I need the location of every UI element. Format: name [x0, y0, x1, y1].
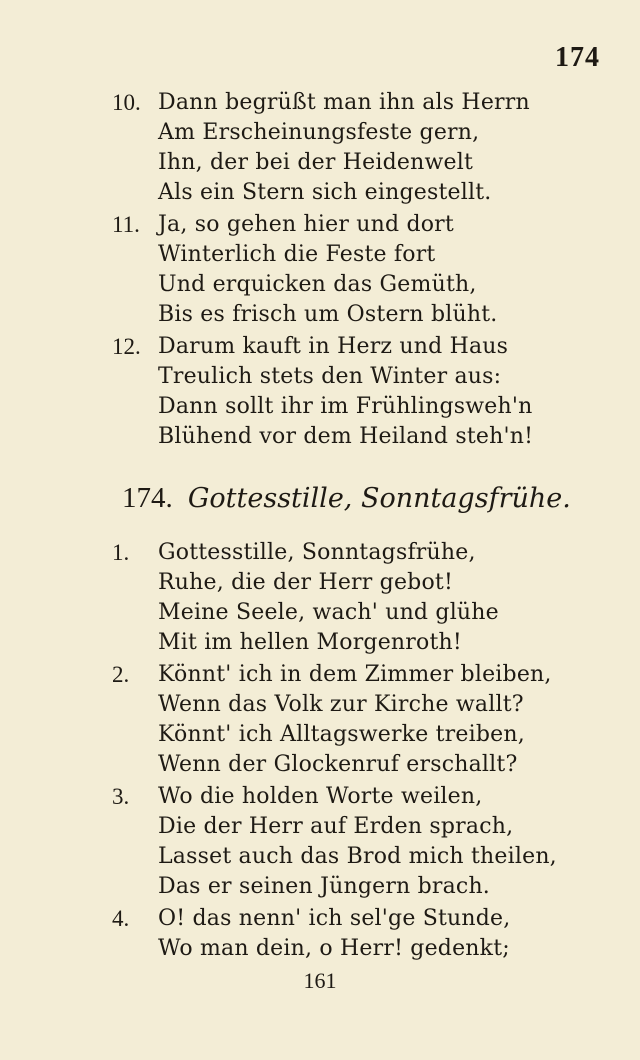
verse-line: Mit im hellen Morgenroth! [158, 630, 462, 655]
stanza-number: 4. [112, 906, 130, 931]
verse-line: Könnt' ich in dem Zimmer bleiben, [158, 662, 552, 687]
verse-line: Gottesstille, Sonntagsfrühe, [158, 540, 476, 565]
verse-line: Wo die holden Worte weilen, [158, 784, 483, 809]
verse-line: Ihn, der bei der Heidenwelt [158, 150, 474, 175]
verse-line: Winterlich die Feste fort [158, 242, 436, 267]
verse-line: Ja, so gehen hier und dort [158, 212, 454, 237]
verse-line: Dann begrüßt man ihn als Herrn [158, 90, 530, 115]
verse-line: Dann sollt ihr im Frühlingsweh'n [158, 394, 533, 419]
hymn-title: Gottesstille, Sonntagsfrühe. [187, 483, 571, 514]
verse-line: Wenn der Glockenruf erschallt? [158, 752, 518, 777]
verse-line: Lasset auch das Brod mich theilen, [158, 844, 557, 869]
stanza-number: 12. [112, 334, 141, 359]
page-number-bottom: 161 [303, 968, 337, 993]
verse-line: Das er seinen Jüngern brach. [158, 874, 491, 899]
verse-line: Treulich stets den Winter aus: [158, 364, 502, 389]
verse-line: Am Erscheinungsfeste gern, [158, 120, 480, 145]
verse-line: Wenn das Volk zur Kirche wallt? [158, 692, 524, 717]
stanza-number: 2. [112, 662, 130, 687]
stanza-number: 1. [112, 540, 130, 565]
stanza-number: 3. [112, 784, 130, 809]
verse-line: Blühend vor dem Heiland steh'n! [158, 424, 534, 449]
verse-line: Könnt' ich Alltagswerke treiben, [158, 722, 525, 747]
verse-line: Meine Seele, wach' und glühe [158, 600, 499, 625]
verse-line: Und erquicken das Gemüth, [158, 272, 477, 297]
verse-line: Die der Herr auf Erden sprach, [158, 814, 514, 839]
hymn-heading [122, 482, 571, 515]
page-number-top: 174 [555, 42, 600, 73]
verse-line: Bis es frisch um Ostern blüht. [158, 302, 498, 327]
verse-line: Ruhe, die der Herr gebot! [158, 570, 453, 595]
hymn-number: 174. [122, 482, 173, 514]
stanza-number: 10. [112, 90, 141, 115]
verse-line: Darum kauft in Herz und Haus [158, 334, 509, 359]
verse-line: Als ein Stern sich eingestellt. [158, 180, 492, 205]
stanza-number: 11. [112, 212, 140, 237]
verse-line: Wo man dein, o Herr! gedenkt; [158, 936, 510, 961]
verse-line: O! das nenn' ich sel'ge Stunde, [158, 906, 511, 931]
